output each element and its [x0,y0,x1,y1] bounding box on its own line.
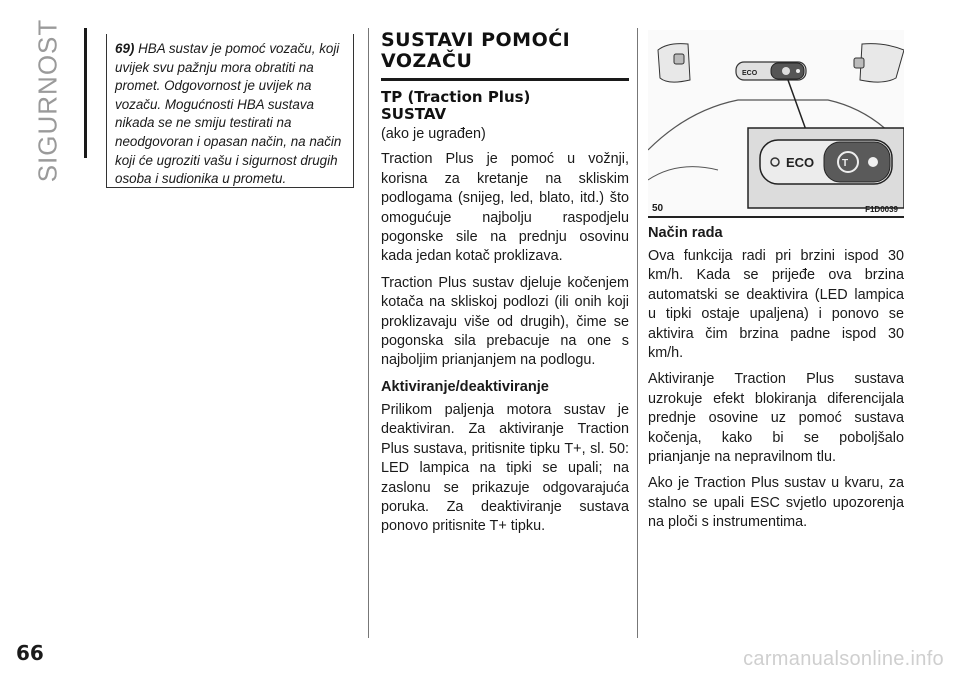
warning-text: HBA sustav je pomoć vozaču, koji uvijek svu pažnju mora obratiti na promet. Odgovornost je uvijek na vozaču. Mogućnosti HBA sustava nikada se ne smiju testirati na neodgovoran i opasan način, na način koji će ugroziti vašu i sigurnost drugih osoba i sudionika u prometu. [115,41,342,187]
traction-plus-button-illustration [648,30,904,216]
eco-small-label: ECO [742,70,758,77]
side-section-label-text: SIGURNOST [32,18,63,182]
paragraph: Aktiviranje Traction Plus sustava uzrokuje efekt blokiranja diferencijala prednje osovine uz pomoć sustava kočenja, kako bi se poboljšalo prianjanje na nepravilnom tlu. [648,371,904,466]
figure-number: 50 [652,203,664,214]
mode-heading: Način rada [648,225,723,241]
figure-code: F1D0039 [865,205,898,214]
paragraph: Traction Plus sustav djeluje kočenjem kotača na skliskoj podlozi (ili onih koji proklizavaju više od drugih), čime se pogonska sila prebacuje na one s najboljim prianjanjem na podlogu. [381,274,629,369]
side-section-label [26,18,70,182]
sub-title-line1: TP (Traction Plus) [381,88,531,106]
column-divider [637,28,638,638]
sub-title [381,89,629,123]
warning-number: 69) [115,41,135,56]
right-column [648,30,904,540]
section-title [381,30,629,72]
sub-title-line2: SUSTAV [381,105,447,123]
side-bar [84,28,87,158]
fitment-note: (ako je ugrađen) [381,126,486,142]
paragraph: Prilikom paljenja motora sustav je deaktiviran. Za aktiviranje Traction Plus sustava, pritisnite tipku T+, sl. 50: LED lampica na tipki se upali; na zaslonu se prikazuje odgovarajuća poruka. Za deaktiviranje sustava ponovo pritisnite T+ tipku. [381,401,629,535]
page-number: 66 [16,641,44,665]
section-title-line1: SUSTAVI POMOĆI [381,29,571,51]
paragraph: Ova funkcija radi pri brzini ispod 30 km/h. Kada se prijeđe ova brzina automatski se deaktivira (LED lampica u tipki ostaje upaljena) i ponovo se aktivira čim brzina padne ispod 30 km/h. [648,248,904,362]
activation-heading: Aktiviranje/deaktiviranje [381,378,549,395]
paragraph: Ako je Traction Plus sustav u kvaru, za stalno se upali ESC svjetlo upozorenja na ploči s instrumentima. [648,475,904,531]
right-column-text [648,224,904,533]
middle-column [381,30,629,544]
eco-large-label: ECO [786,155,815,170]
watermark: carmanualsonline.info [743,648,944,670]
warning-box [106,34,354,188]
figure-50 [648,30,904,218]
title-rule [381,78,629,81]
paragraph: Traction Plus je pomoć u vožnji, korisna za kretanje na skliskim podlogama (snijeg, led, blato, itd.) što omogućuje najbolju raspodjelu pogonske sile na prednju osovinu kada jedan kotač proklizava. [381,151,629,265]
svg-text:T: T [842,158,849,169]
column-divider [368,28,369,638]
section-title-line2: VOZAČU [381,50,473,72]
